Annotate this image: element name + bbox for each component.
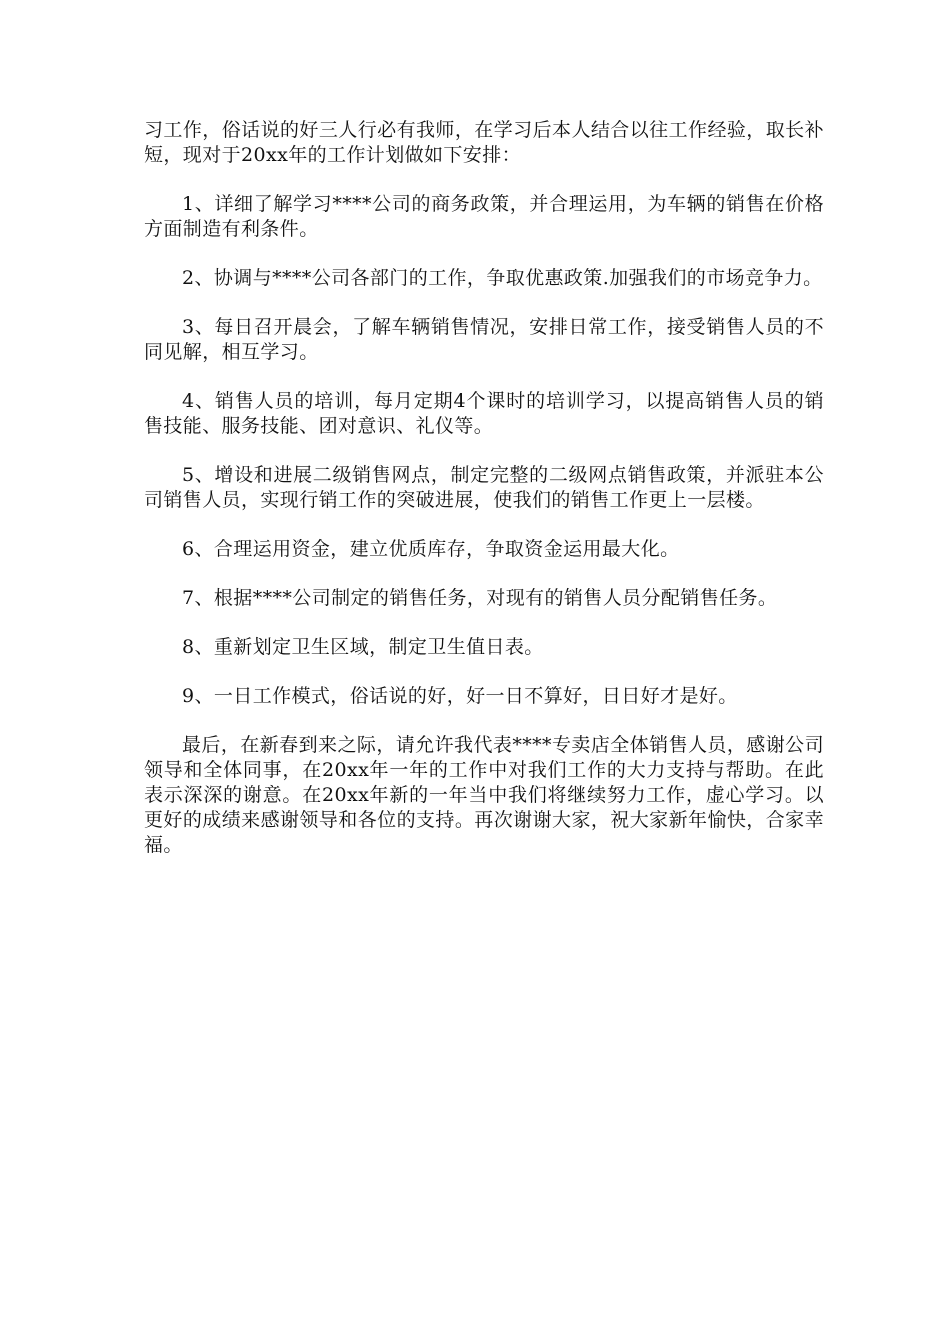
plan-item-2: 2、协调与****公司各部门的工作，争取优惠政策.加强我们的市场竞争力。 xyxy=(182,267,823,289)
plan-item-7: 7、根据****公司制定的销售任务，对现有的销售人员分配销售任务。 xyxy=(182,587,778,609)
plan-item-5: 5、增设和进展二级销售网点，制定完整的二级网点销售政策，并派驻本公司销售人员，实现行销工作的突破进展，使我们的销售工作更上一层楼。 xyxy=(144,464,824,511)
plan-item-9: 9、一日工作模式，俗话说的好，好一日不算好，日日好才是好。 xyxy=(182,685,738,707)
plan-item-1: 1、详细了解学习****公司的商务政策，并合理运用，为车辆的销售在价格方面制造有利条件。 xyxy=(144,193,824,240)
plan-item-3: 3、每日召开晨会，了解车辆销售情况，安排日常工作，接受销售人员的不同见解，相互学习。 xyxy=(144,316,824,363)
paragraph-intro-continuation: 习工作，俗话说的好三人行必有我师，在学习后本人结合以往工作经验，取长补短，现对于20xx年的工作计划做如下安排： xyxy=(144,119,824,166)
plan-item-4: 4、销售人员的培训，每月定期4个课时的培训学习，以提高销售人员的销售技能、服务技能、团对意识、礼仪等。 xyxy=(144,390,824,437)
document-body xyxy=(144,118,824,882)
plan-item-6: 6、合理运用资金，建立优质库存，争取资金运用最大化。 xyxy=(182,538,680,560)
closing-paragraph: 最后，在新春到来之际，请允许我代表****专卖店全体销售人员，感谢公司领导和全体同事，在20xx年一年的工作中对我们工作的大力支持与帮助。在此表示深深的谢意。在20xx年新的一年当中我们将继续努力工作，虚心学习。以更好的成绩来感谢领导和各位的支持。再次谢谢大家，祝大家新年愉快，合家幸福。 xyxy=(144,734,824,856)
plan-item-8: 8、重新划定卫生区域，制定卫生值日表。 xyxy=(182,636,544,658)
